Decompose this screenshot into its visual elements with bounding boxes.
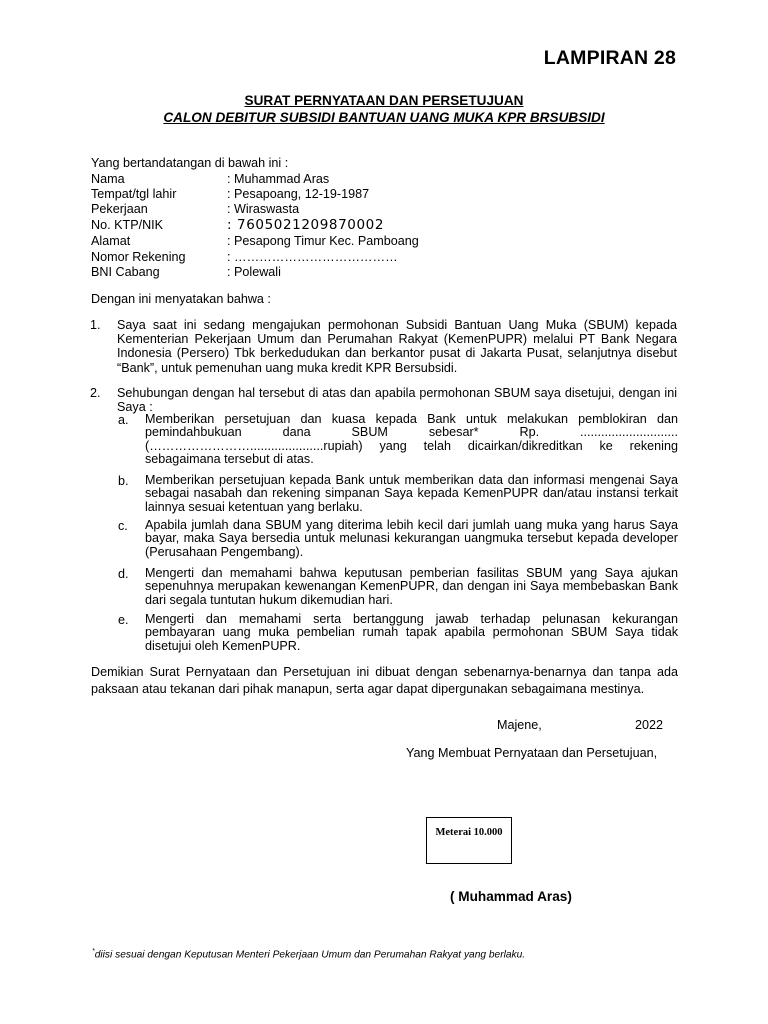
- identity-row-birth: [91, 187, 369, 201]
- identity-label: BNI Cabang: [91, 265, 160, 279]
- item-letter: c.: [118, 519, 128, 533]
- closing-statement: Demikian Surat Pernyataan dan Persetujuan ini dibuat dengan sebenarnya-benarnya dan tanpa ada paksaan atau tekanan dari pihak manapun, serta agar dapat dipergunakan sebagaimana mestinya.: [91, 665, 678, 696]
- identity-row-address: [91, 234, 419, 248]
- intro-text: Yang bertandatangan di bawah ini :: [91, 156, 289, 170]
- identity-value: : 7605021209870002: [227, 217, 385, 233]
- identity-value: : Pesapong Timur Kec. Pamboang: [227, 234, 419, 248]
- identity-label: Pekerjaan: [91, 202, 148, 216]
- item-letter: d.: [118, 567, 129, 581]
- item-a-text: Memberikan persetujuan dan kuasa kepada Bank untuk melakukan pemblokiran dan pemindahbukuan dana SBUM sebesar* Rp. ............................ (…………………….....................rupiah) yang telah dicairkan/dikreditkan ke rekening sebagaimana tersebut di atas.: [145, 412, 678, 467]
- statement-intro: Dengan ini menyatakan bahwa :: [91, 292, 271, 306]
- identity-label: No. KTP/NIK: [91, 218, 164, 232]
- item-c-text: Apabila jumlah dana SBUM yang diterima lebih kecil dari jumlah uang muka yang harus Saya bayar, maka Saya bersedia untuk melunasi kekurangan uangmuka tersebut kepada developer (Perusahaan Pengembang).: [145, 518, 678, 559]
- identity-row-branch: [91, 265, 281, 279]
- identity-value: : Pesapoang, 12-19-1987: [227, 187, 370, 201]
- signing-place: Majene,: [497, 718, 542, 732]
- identity-label: Alamat: [91, 234, 131, 248]
- signing-year: 2022: [635, 718, 664, 732]
- item-letter: a.: [118, 413, 129, 427]
- item-letter: b.: [118, 474, 129, 488]
- document-title: SURAT PERNYATAAN DAN PERSETUJUAN: [244, 93, 524, 108]
- document-subtitle: CALON DEBITUR SUBSIDI BANTUAN UANG MUKA KPR BRSUBSIDI: [163, 110, 605, 125]
- footnote-marker: *: [92, 948, 95, 955]
- footnote: [92, 948, 525, 960]
- point-number: 2.: [90, 386, 101, 400]
- identity-row-name: [91, 172, 329, 186]
- item-e-text: Mengerti dan memahami serta bertanggung jawab terhadap pelunasan kekurangan pembayaran uang muka pembelian rumah tapak apabila permohonan SBUM Saya tidak disetujui oleh KemenPUPR.: [145, 612, 678, 653]
- footnote-text: diisi sesuai dengan Keputusan Menteri Pekerjaan Umum dan Perumahan Rakyat yang berlaku.: [94, 949, 526, 961]
- identity-row-nik: [91, 217, 384, 233]
- point-number: 1.: [90, 318, 101, 332]
- identity-value: : …………………………………: [227, 250, 398, 264]
- item-letter: e.: [118, 613, 129, 627]
- identity-row-account: [91, 250, 398, 264]
- identity-row-occupation: [91, 202, 299, 216]
- identity-label: Nama: [91, 172, 125, 186]
- point-1-text: Saya saat ini sedang mengajukan permohonan Subsidi Bantuan Uang Muka (SBUM) kepada Kementerian Pekerjaan Umum dan Perumahan Rakyat (KemenPUPR) melalui PT Bank Negara Indonesia (Persero) Tbk berkedudukan dan berkantor pusat di Jakarta Pusat, selanjutnya disebut “Bank”, untuk pemenuhan uang muka kredit KPR Bersubsidi.: [117, 318, 677, 375]
- attachment-number: LAMPIRAN 28: [543, 47, 676, 69]
- identity-label: Tempat/tgl lahir: [91, 187, 177, 201]
- identity-value: : Wiraswasta: [227, 202, 300, 216]
- signer-name: ( Muhammad Aras): [450, 889, 572, 904]
- signature-caption: Yang Membuat Pernyataan dan Persetujuan,: [406, 746, 658, 760]
- identity-value: : Muhammad Aras: [227, 172, 330, 186]
- item-d-text: Mengerti dan memahami bahwa keputusan pemberian fasilitas SBUM yang Saya ajukan sepenuhnya merupakan kewenangan KemenPUPR, dan dengan ini Saya membebaskan Bank dari segala tuntutan hukum dikemudian hari.: [145, 566, 678, 607]
- item-b-text: Memberikan persetujuan kepada Bank untuk memberikan data dan informasi mengenai Saya sebagai nasabah dan rekening simpanan Saya kepada KemenPUPR dan/atau instansi terkait lainnya sesuai ketentuan yang berlaku.: [145, 473, 678, 514]
- identity-label: Nomor Rekening: [91, 250, 186, 264]
- identity-value: : Polewali: [227, 265, 281, 279]
- stamp-box: Meterai 10.000: [426, 817, 512, 864]
- point-2-text: Sehubungan dengan hal tersebut di atas dan apabila permohonan SBUM saya disetujui, dengan ini Saya :: [117, 386, 677, 415]
